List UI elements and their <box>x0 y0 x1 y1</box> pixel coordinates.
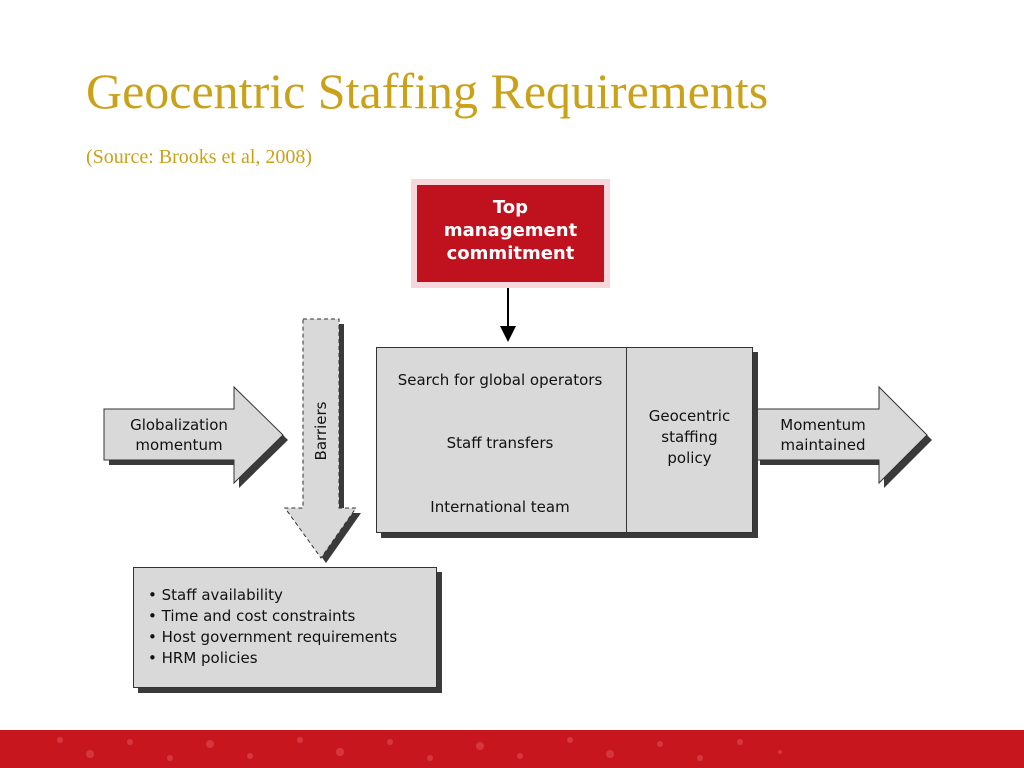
process-step-team: International team <box>430 498 570 516</box>
policy-line-1: Geocentric <box>648 407 731 425</box>
slide-title: Geocentric Staffing Requirements <box>86 63 769 119</box>
globalization-label <box>104 415 254 455</box>
barriers-label: Barriers <box>312 401 330 461</box>
policy-line-2: staffing <box>661 428 718 446</box>
footer-band <box>0 730 1024 768</box>
momentum-line-2: maintained <box>780 436 866 454</box>
barrier-item: • Time and cost constraints <box>148 606 397 627</box>
globalization-line-2: momentum <box>135 436 223 454</box>
momentum-line-1: Momentum <box>780 416 866 434</box>
barrier-item: • HRM policies <box>148 648 397 669</box>
policy-line-3: policy <box>667 449 712 467</box>
barrier-item: • Host government requirements <box>148 627 397 648</box>
process-step-search: Search for global operators <box>397 371 603 389</box>
policy-label <box>627 406 752 469</box>
momentum-label <box>757 415 889 455</box>
top-line-1: Top <box>492 197 529 218</box>
top-line-2: management <box>443 220 578 241</box>
process-step-transfers: Staff transfers <box>446 434 554 452</box>
barriers-list <box>148 585 397 669</box>
footer-pattern <box>0 730 1024 768</box>
source-citation: (Source: Brooks et al, 2008) <box>86 146 313 168</box>
barrier-item: • Staff availability <box>148 585 397 606</box>
globalization-line-1: Globalization <box>130 416 228 434</box>
top-line-3: commitment <box>446 243 575 264</box>
top-down-arrow-head <box>500 326 516 342</box>
